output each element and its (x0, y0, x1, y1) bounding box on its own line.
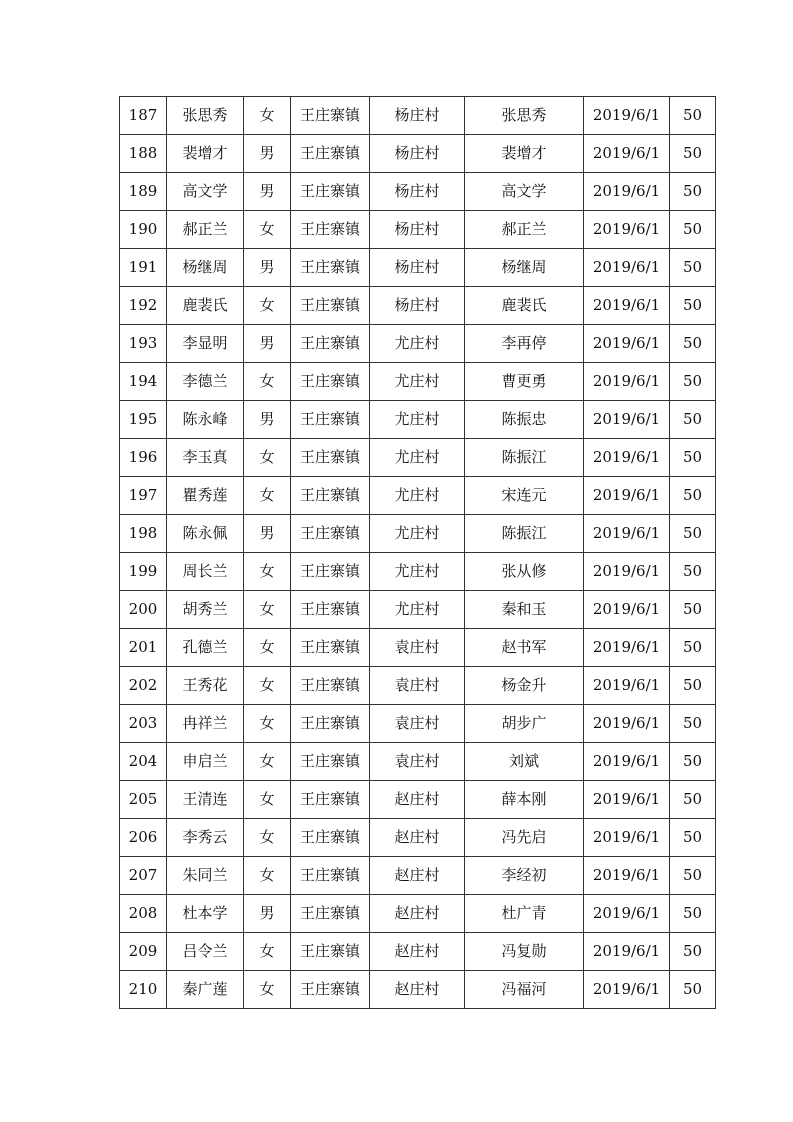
row-number-cell: 200 (120, 591, 167, 629)
gender-cell: 男 (244, 895, 291, 933)
gender-cell: 女 (244, 477, 291, 515)
gender-cell: 男 (244, 401, 291, 439)
date-cell: 2019/6/1 (584, 249, 670, 287)
amount-cell: 50 (670, 477, 716, 515)
row-number-cell: 207 (120, 857, 167, 895)
village-cell: 杨庄村 (370, 135, 465, 173)
date-cell: 2019/6/1 (584, 363, 670, 401)
table-row (120, 173, 716, 211)
gender-cell: 男 (244, 249, 291, 287)
amount-cell: 50 (670, 819, 716, 857)
gender-cell: 女 (244, 363, 291, 401)
gender-cell: 女 (244, 667, 291, 705)
amount-cell: 50 (670, 895, 716, 933)
amount-cell: 50 (670, 173, 716, 211)
town-cell: 王庄寨镇 (291, 895, 370, 933)
town-cell: 王庄寨镇 (291, 933, 370, 971)
table-row (120, 211, 716, 249)
gender-cell: 女 (244, 933, 291, 971)
table-row (120, 515, 716, 553)
date-cell: 2019/6/1 (584, 173, 670, 211)
recipient-cell: 刘斌 (465, 743, 584, 781)
row-number-cell: 188 (120, 135, 167, 173)
date-cell: 2019/6/1 (584, 287, 670, 325)
village-cell: 赵庄村 (370, 819, 465, 857)
date-cell: 2019/6/1 (584, 895, 670, 933)
amount-cell: 50 (670, 705, 716, 743)
row-number-cell: 195 (120, 401, 167, 439)
village-cell: 赵庄村 (370, 933, 465, 971)
amount-cell: 50 (670, 857, 716, 895)
name-cell: 李显明 (167, 325, 244, 363)
town-cell: 王庄寨镇 (291, 401, 370, 439)
row-number-cell: 208 (120, 895, 167, 933)
row-number-cell: 206 (120, 819, 167, 857)
recipient-cell: 胡步广 (465, 705, 584, 743)
roster-table (119, 96, 716, 1009)
row-number-cell: 210 (120, 971, 167, 1009)
village-cell: 袁庄村 (370, 743, 465, 781)
table-row (120, 743, 716, 781)
amount-cell: 50 (670, 515, 716, 553)
gender-cell: 男 (244, 515, 291, 553)
amount-cell: 50 (670, 553, 716, 591)
town-cell: 王庄寨镇 (291, 97, 370, 135)
recipient-cell: 冯先启 (465, 819, 584, 857)
gender-cell: 女 (244, 781, 291, 819)
name-cell: 李秀云 (167, 819, 244, 857)
row-number-cell: 196 (120, 439, 167, 477)
table-row (120, 591, 716, 629)
gender-cell: 女 (244, 439, 291, 477)
recipient-cell: 陈振忠 (465, 401, 584, 439)
table-row (120, 97, 716, 135)
village-cell: 赵庄村 (370, 895, 465, 933)
name-cell: 张思秀 (167, 97, 244, 135)
name-cell: 胡秀兰 (167, 591, 244, 629)
recipient-cell: 张从修 (465, 553, 584, 591)
recipient-cell: 高文学 (465, 173, 584, 211)
name-cell: 秦广莲 (167, 971, 244, 1009)
name-cell: 瞿秀莲 (167, 477, 244, 515)
village-cell: 赵庄村 (370, 781, 465, 819)
date-cell: 2019/6/1 (584, 781, 670, 819)
gender-cell: 女 (244, 705, 291, 743)
village-cell: 袁庄村 (370, 705, 465, 743)
name-cell: 陈永佩 (167, 515, 244, 553)
amount-cell: 50 (670, 401, 716, 439)
date-cell: 2019/6/1 (584, 135, 670, 173)
town-cell: 王庄寨镇 (291, 173, 370, 211)
amount-cell: 50 (670, 629, 716, 667)
village-cell: 尤庄村 (370, 515, 465, 553)
row-number-cell: 199 (120, 553, 167, 591)
village-cell: 杨庄村 (370, 173, 465, 211)
table-row (120, 363, 716, 401)
gender-cell: 男 (244, 325, 291, 363)
date-cell: 2019/6/1 (584, 325, 670, 363)
gender-cell: 男 (244, 173, 291, 211)
row-number-cell: 203 (120, 705, 167, 743)
town-cell: 王庄寨镇 (291, 819, 370, 857)
recipient-cell: 鹿裴氏 (465, 287, 584, 325)
town-cell: 王庄寨镇 (291, 705, 370, 743)
town-cell: 王庄寨镇 (291, 363, 370, 401)
recipient-cell: 杜广青 (465, 895, 584, 933)
village-cell: 赵庄村 (370, 971, 465, 1009)
table-row (120, 781, 716, 819)
date-cell: 2019/6/1 (584, 705, 670, 743)
name-cell: 郝正兰 (167, 211, 244, 249)
gender-cell: 女 (244, 97, 291, 135)
village-cell: 尤庄村 (370, 363, 465, 401)
amount-cell: 50 (670, 363, 716, 401)
date-cell: 2019/6/1 (584, 857, 670, 895)
amount-cell: 50 (670, 591, 716, 629)
name-cell: 裴增才 (167, 135, 244, 173)
table-row (120, 401, 716, 439)
recipient-cell: 陈振江 (465, 439, 584, 477)
recipient-cell: 赵书军 (465, 629, 584, 667)
table-row (120, 325, 716, 363)
name-cell: 孔德兰 (167, 629, 244, 667)
town-cell: 王庄寨镇 (291, 971, 370, 1009)
recipient-cell: 李再停 (465, 325, 584, 363)
row-number-cell: 202 (120, 667, 167, 705)
row-number-cell: 204 (120, 743, 167, 781)
town-cell: 王庄寨镇 (291, 591, 370, 629)
town-cell: 王庄寨镇 (291, 439, 370, 477)
village-cell: 尤庄村 (370, 325, 465, 363)
town-cell: 王庄寨镇 (291, 211, 370, 249)
amount-cell: 50 (670, 667, 716, 705)
date-cell: 2019/6/1 (584, 439, 670, 477)
name-cell: 周长兰 (167, 553, 244, 591)
roster-body (120, 97, 716, 1009)
amount-cell: 50 (670, 971, 716, 1009)
village-cell: 尤庄村 (370, 477, 465, 515)
village-cell: 袁庄村 (370, 667, 465, 705)
date-cell: 2019/6/1 (584, 515, 670, 553)
amount-cell: 50 (670, 325, 716, 363)
table-row (120, 895, 716, 933)
recipient-cell: 冯福河 (465, 971, 584, 1009)
amount-cell: 50 (670, 439, 716, 477)
row-number-cell: 201 (120, 629, 167, 667)
village-cell: 尤庄村 (370, 401, 465, 439)
name-cell: 杜本学 (167, 895, 244, 933)
table-row (120, 553, 716, 591)
town-cell: 王庄寨镇 (291, 667, 370, 705)
village-cell: 杨庄村 (370, 287, 465, 325)
date-cell: 2019/6/1 (584, 743, 670, 781)
gender-cell: 女 (244, 211, 291, 249)
name-cell: 朱同兰 (167, 857, 244, 895)
row-number-cell: 197 (120, 477, 167, 515)
gender-cell: 女 (244, 553, 291, 591)
village-cell: 赵庄村 (370, 857, 465, 895)
recipient-cell: 杨继周 (465, 249, 584, 287)
recipient-cell: 薛本刚 (465, 781, 584, 819)
name-cell: 鹿裴氏 (167, 287, 244, 325)
table-row (120, 667, 716, 705)
town-cell: 王庄寨镇 (291, 515, 370, 553)
recipient-cell: 李经初 (465, 857, 584, 895)
recipient-cell: 张思秀 (465, 97, 584, 135)
row-number-cell: 209 (120, 933, 167, 971)
gender-cell: 女 (244, 287, 291, 325)
date-cell: 2019/6/1 (584, 971, 670, 1009)
town-cell: 王庄寨镇 (291, 325, 370, 363)
village-cell: 杨庄村 (370, 211, 465, 249)
recipient-cell: 陈振江 (465, 515, 584, 553)
date-cell: 2019/6/1 (584, 553, 670, 591)
town-cell: 王庄寨镇 (291, 857, 370, 895)
town-cell: 王庄寨镇 (291, 781, 370, 819)
table-row (120, 819, 716, 857)
recipient-cell: 冯复勋 (465, 933, 584, 971)
name-cell: 申启兰 (167, 743, 244, 781)
village-cell: 杨庄村 (370, 97, 465, 135)
gender-cell: 女 (244, 743, 291, 781)
table-row (120, 249, 716, 287)
name-cell: 冉祥兰 (167, 705, 244, 743)
name-cell: 高文学 (167, 173, 244, 211)
town-cell: 王庄寨镇 (291, 629, 370, 667)
amount-cell: 50 (670, 743, 716, 781)
recipient-cell: 郝正兰 (465, 211, 584, 249)
amount-cell: 50 (670, 135, 716, 173)
village-cell: 尤庄村 (370, 591, 465, 629)
row-number-cell: 191 (120, 249, 167, 287)
table-row (120, 933, 716, 971)
gender-cell: 女 (244, 629, 291, 667)
row-number-cell: 192 (120, 287, 167, 325)
amount-cell: 50 (670, 249, 716, 287)
amount-cell: 50 (670, 97, 716, 135)
date-cell: 2019/6/1 (584, 211, 670, 249)
name-cell: 吕令兰 (167, 933, 244, 971)
date-cell: 2019/6/1 (584, 401, 670, 439)
name-cell: 陈永峰 (167, 401, 244, 439)
row-number-cell: 205 (120, 781, 167, 819)
name-cell: 王清连 (167, 781, 244, 819)
date-cell: 2019/6/1 (584, 667, 670, 705)
gender-cell: 女 (244, 591, 291, 629)
table-row (120, 705, 716, 743)
recipient-cell: 曹更勇 (465, 363, 584, 401)
row-number-cell: 193 (120, 325, 167, 363)
town-cell: 王庄寨镇 (291, 553, 370, 591)
recipient-cell: 裴增才 (465, 135, 584, 173)
recipient-cell: 秦和玉 (465, 591, 584, 629)
table-row (120, 135, 716, 173)
village-cell: 杨庄村 (370, 249, 465, 287)
row-number-cell: 189 (120, 173, 167, 211)
town-cell: 王庄寨镇 (291, 135, 370, 173)
date-cell: 2019/6/1 (584, 97, 670, 135)
name-cell: 王秀花 (167, 667, 244, 705)
table-row (120, 439, 716, 477)
village-cell: 尤庄村 (370, 553, 465, 591)
row-number-cell: 194 (120, 363, 167, 401)
date-cell: 2019/6/1 (584, 933, 670, 971)
row-number-cell: 198 (120, 515, 167, 553)
amount-cell: 50 (670, 933, 716, 971)
town-cell: 王庄寨镇 (291, 249, 370, 287)
table-row (120, 287, 716, 325)
town-cell: 王庄寨镇 (291, 287, 370, 325)
gender-cell: 男 (244, 135, 291, 173)
table-row (120, 971, 716, 1009)
name-cell: 李德兰 (167, 363, 244, 401)
village-cell: 袁庄村 (370, 629, 465, 667)
amount-cell: 50 (670, 781, 716, 819)
table-row (120, 629, 716, 667)
row-number-cell: 187 (120, 97, 167, 135)
recipient-cell: 宋连元 (465, 477, 584, 515)
name-cell: 李玉真 (167, 439, 244, 477)
date-cell: 2019/6/1 (584, 629, 670, 667)
date-cell: 2019/6/1 (584, 477, 670, 515)
gender-cell: 女 (244, 857, 291, 895)
date-cell: 2019/6/1 (584, 819, 670, 857)
town-cell: 王庄寨镇 (291, 743, 370, 781)
row-number-cell: 190 (120, 211, 167, 249)
table-row (120, 477, 716, 515)
gender-cell: 女 (244, 971, 291, 1009)
table-row (120, 857, 716, 895)
village-cell: 尤庄村 (370, 439, 465, 477)
recipient-cell: 杨金升 (465, 667, 584, 705)
date-cell: 2019/6/1 (584, 591, 670, 629)
gender-cell: 女 (244, 819, 291, 857)
name-cell: 杨继周 (167, 249, 244, 287)
amount-cell: 50 (670, 211, 716, 249)
amount-cell: 50 (670, 287, 716, 325)
town-cell: 王庄寨镇 (291, 477, 370, 515)
